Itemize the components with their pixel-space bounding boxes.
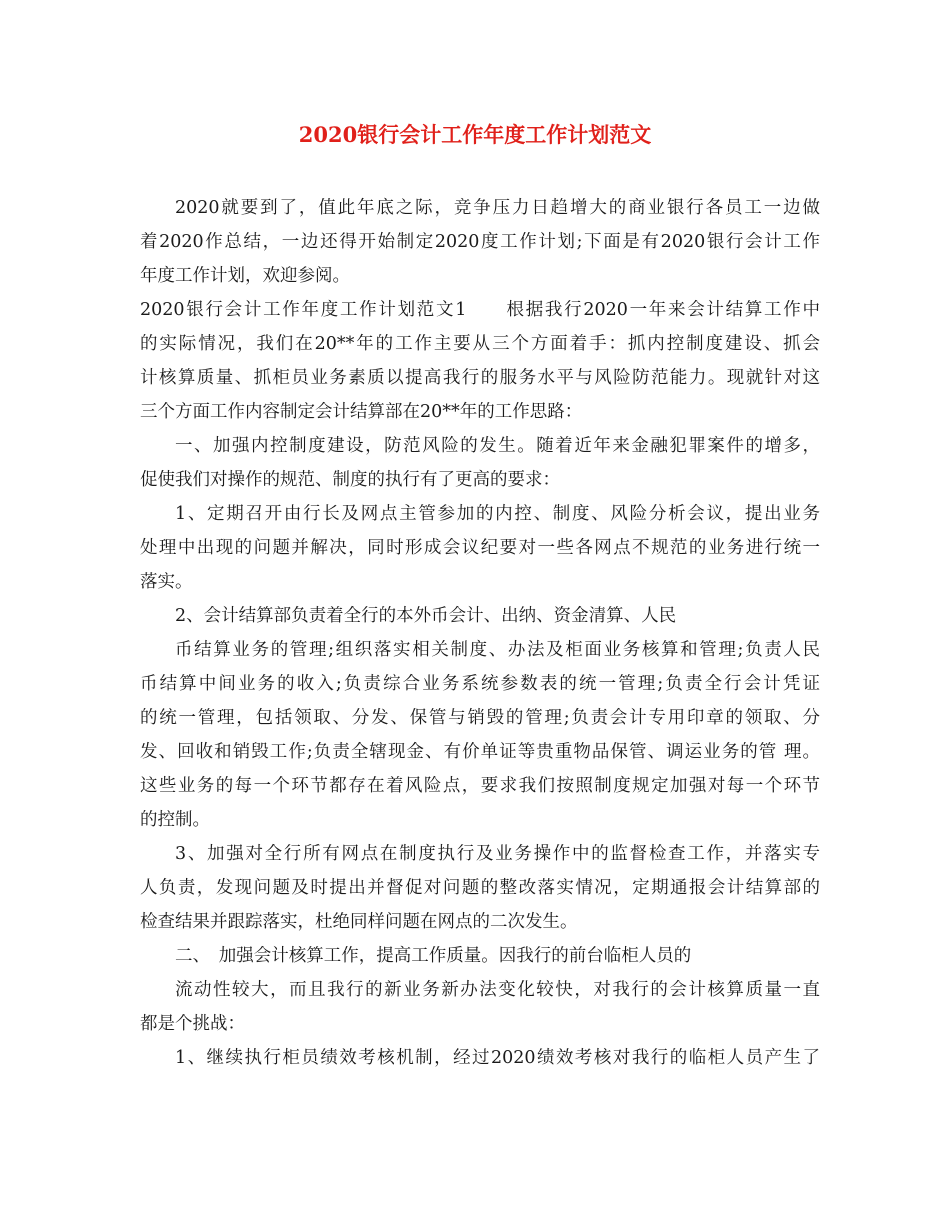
paragraph-line: 年度工作计划，欢迎参阅。 xyxy=(140,266,350,286)
paragraph-line: 落实。 xyxy=(140,572,193,592)
paragraph-line: 处理中出现的问题并解决，同时形成会议纪要对一些各网点不规范的业务进行统一 xyxy=(140,538,820,558)
paragraph-line: 2、会计结算部负责着全行的本外币会计、出纳、资金清算、人民 xyxy=(175,606,677,626)
paragraph-line: 流动性较大，而且我行的新业务新办法变化较快，对我行的会计核算质量一直 xyxy=(175,980,820,1000)
paragraph-line: 1、继续执行柜员绩效考核机制，经过2020绩效考核对我行的临柜人员产生了 xyxy=(175,1048,820,1068)
paragraph-line: 着2020作总结，一边还得开始制定2020度工作计划;下面是有2020银行会计工作 xyxy=(140,232,820,252)
paragraph-line: 币结算中间业务的收入;负责综合业务系统参数表的统一管理;负责全行会计凭证 xyxy=(140,674,820,694)
paragraph-line: 2020银行会计工作年度工作计划范文1 根据我行2020一年来会计结算工作中 xyxy=(140,300,820,320)
paragraph-line: 的统一管理，包括领取、分发、保管与销毁的管理;负责会计专用印章的领取、分 xyxy=(140,708,820,728)
paragraph-line: 检查结果并跟踪落实，杜绝同样问题在网点的二次发生。 xyxy=(140,912,578,932)
paragraph-line: 3、加强对全行所有网点在制度执行及业务操作中的监督检查工作，并落实专 xyxy=(175,844,820,864)
paragraph-line: 2020就要到了，值此年底之际，竞争压力日趋增大的商业银行各员工一边做 xyxy=(175,198,820,218)
paragraph-line: 都是个挑战： xyxy=(140,1014,245,1034)
document-title: 2020银行会计工作年度工作计划范文 xyxy=(298,122,652,147)
paragraph-line: 这些业务的每一个环节都存在着风险点，要求我们按照制度规定加强对每一个环节 xyxy=(140,776,820,796)
paragraph-line: 发、回收和销毁工作;负责全辖现金、有价单证等贵重物品保管、调运业务的管 理。 xyxy=(140,742,820,762)
paragraph-line: 的实际情况，我们在20**年的工作主要从三个方面着手：抓内控制度建设、抓会 xyxy=(140,334,820,354)
paragraph-line: 计核算质量、抓柜员业务素质以提高我行的服务水平与风险防范能力。现就针对这 xyxy=(140,368,820,388)
paragraph-line: 的控制。 xyxy=(140,810,210,830)
paragraph-line: 人负责，发现问题及时提出并督促对问题的整改落实情况，定期通报会计结算部的 xyxy=(140,878,820,898)
paragraph-line: 1、定期召开由行长及网点主管参加的内控、制度、风险分析会议，提出业务 xyxy=(175,504,820,524)
paragraph-line: 促使我们对操作的规范、制度的执行有了更高的要求： xyxy=(140,470,560,490)
paragraph-line: 三个方面工作内容制定会计结算部在20**年的工作思路： xyxy=(140,402,583,422)
paragraph-line: 币结算业务的管理;组织落实相关制度、办法及柜面业务核算和管理;负责人民 xyxy=(175,640,820,660)
paragraph-line: 一、加强内控制度建设，防范风险的发生。随着近年来金融犯罪案件的增多， xyxy=(175,436,820,456)
paragraph-line: 二、 加强会计核算工作，提高工作质量。因我行的前台临柜人员的 xyxy=(175,946,692,966)
